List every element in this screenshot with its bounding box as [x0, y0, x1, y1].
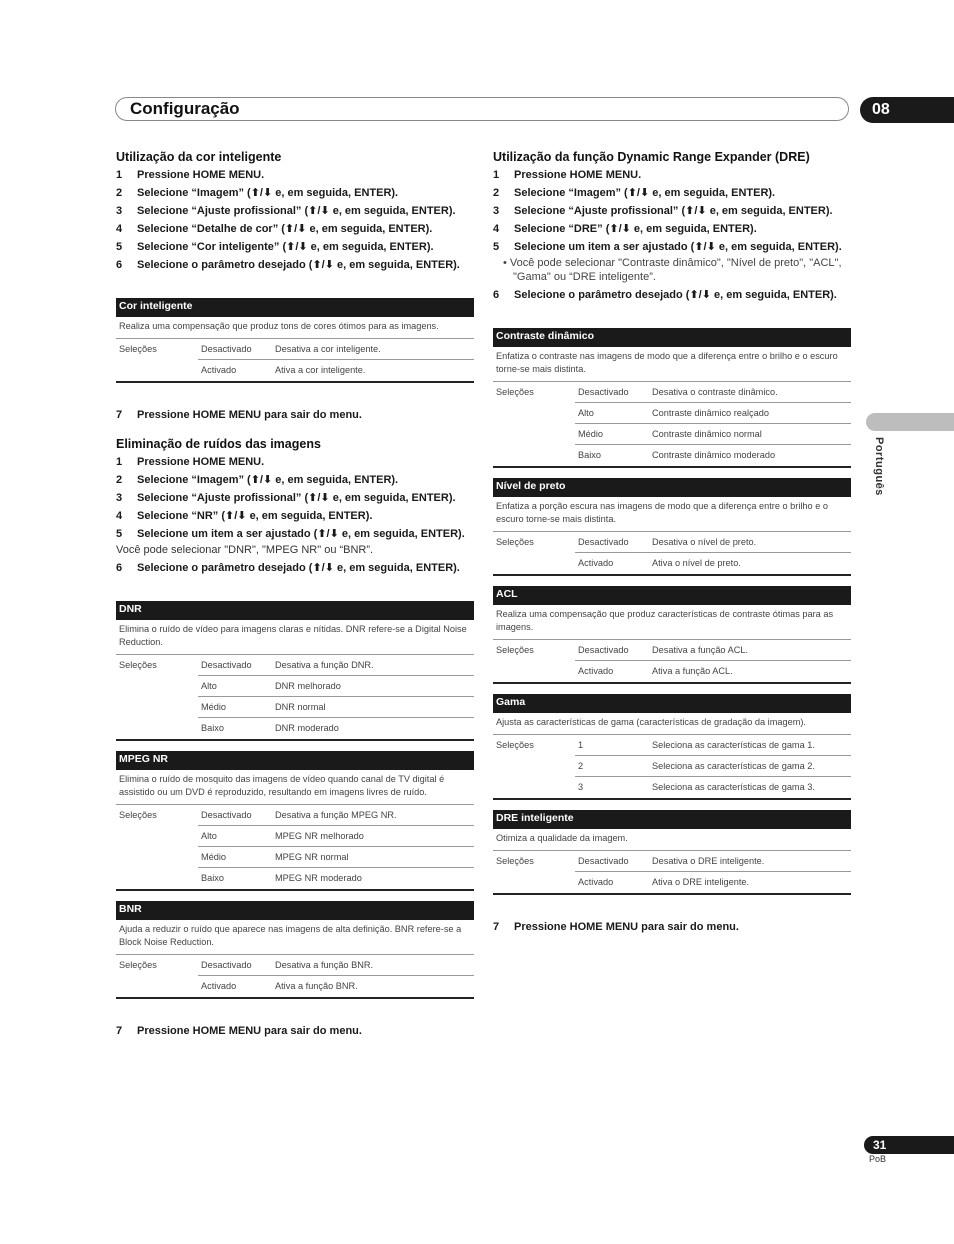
table-option-cell: Baixo	[201, 873, 224, 883]
table-value-cell: DNR moderado	[275, 723, 339, 733]
table-option-cell: Desactivado	[575, 382, 649, 403]
table-description: Elimina o ruído de vídeo para imagens claras e nítidas. DNR refere-se a Digital Noise Reduction.	[116, 620, 474, 655]
step-text: Pressione HOME MENU para sair do menu.	[137, 1025, 362, 1037]
table-description: Otimiza a qualidade da imagem.	[493, 829, 851, 851]
table-option-cell: Médio	[198, 697, 272, 718]
section-title-dre: Utilização da função Dynamic Range Expander (DRE)	[493, 150, 810, 164]
table-label-cell	[493, 777, 575, 798]
table-acl	[493, 586, 851, 684]
table-value-cell: DNR melhorado	[272, 676, 474, 697]
step-number: 6	[493, 289, 500, 301]
table-option-cell: Activado	[578, 877, 614, 887]
step-number: 5	[116, 528, 123, 540]
table-option-cell: Alto	[198, 826, 272, 847]
step-item	[493, 240, 851, 254]
step-item	[116, 258, 474, 272]
table-option-cell: Activado	[201, 981, 237, 991]
table-rows	[493, 532, 851, 574]
table-header: Gama	[493, 694, 851, 713]
table-description: Enfatiza a porção escura nas imagens de modo que a diferença entre o brilho e o escuro torne-se mais distinta.	[493, 497, 851, 532]
table-option-cell: Desactivado	[198, 339, 272, 360]
page-code: PoB	[869, 1154, 887, 1164]
step-text: Selecione “Imagem” (⬆/⬇ e, em seguida, ENTER).	[137, 474, 399, 486]
step-number: 3	[116, 492, 123, 504]
table-value-cell: Ativa a cor inteligente.	[275, 365, 366, 375]
table-rows	[116, 805, 474, 889]
step-number: 4	[116, 510, 123, 522]
step-text: Selecione “Detalhe de cor” (⬆/⬇ e, em seguida, ENTER).	[137, 223, 433, 235]
step-number: 1	[116, 456, 123, 468]
step-number: 1	[116, 169, 123, 181]
table-option-cell: Baixo	[578, 450, 601, 460]
table-label-cell: Seleções	[119, 960, 157, 970]
step-text: Selecione “NR” (⬆/⬇ e, em seguida, ENTER).	[137, 510, 373, 522]
table-label-cell	[116, 868, 198, 889]
table-cor-inteligente	[116, 298, 474, 383]
table-header: DNR	[116, 601, 474, 620]
step-text: Selecione “Cor inteligente” (⬆/⬇ e, em seguida, ENTER).	[137, 241, 434, 253]
table-option-cell: 2	[575, 756, 649, 777]
bullet-dre: • Você pode selecionar "Contraste dinâmico", "Nível de preto", "ACL", "Gama" ou “DRE inteligente”.	[503, 257, 842, 283]
table-label-cell: Seleções	[496, 856, 534, 866]
table-mpeg-nr	[116, 751, 474, 891]
step-text: Selecione um item a ser ajustado (⬆/⬇ e, em seguida, ENTER).	[137, 528, 465, 540]
step-item	[116, 473, 474, 487]
table-option-cell: Desactivado	[575, 640, 649, 661]
step-text: Pressione HOME MENU.	[514, 169, 642, 181]
step-6-ruidos	[116, 561, 474, 575]
table-value-cell: Desativa o contraste dinâmico.	[649, 382, 851, 403]
step-item	[493, 920, 851, 934]
table-nivel-de-preto	[493, 478, 851, 576]
table-label-cell	[116, 976, 198, 997]
steps-cor-inteligente	[116, 168, 474, 272]
step-item	[116, 527, 474, 541]
table-rows	[116, 655, 474, 739]
table-header: Nível de preto	[493, 478, 851, 497]
table-rows	[493, 382, 851, 466]
table-option-cell: Médio	[575, 424, 649, 445]
table-header: DRE inteligente	[493, 810, 851, 829]
step-item	[116, 491, 474, 505]
step-number: 2	[116, 474, 123, 486]
table-option-cell: Desactivado	[198, 955, 272, 976]
table-option-cell: Desactivado	[575, 851, 649, 872]
table-header: BNR	[116, 901, 474, 920]
table-label-cell	[493, 445, 575, 466]
table-option-cell: Alto	[198, 676, 272, 697]
table-label-cell: Seleções	[119, 344, 157, 354]
step-7-ruidos	[116, 1024, 474, 1038]
right-column	[493, 149, 851, 938]
step-text: Selecione “Imagem” (⬆/⬇ e, em seguida, ENTER).	[137, 187, 399, 199]
table-label-cell: Seleções	[496, 387, 534, 397]
step-number: 5	[493, 241, 500, 253]
step-item	[493, 168, 851, 182]
table-description: Elimina o ruído de mosquito das imagens de vídeo quando canal de TV digital é assistido ou um DVD é reproduzido, resultando em imagens livres de ruído.	[116, 770, 474, 805]
table-value-cell: DNR normal	[272, 697, 474, 718]
step-7-cor	[116, 408, 474, 422]
step-number: 6	[116, 259, 123, 271]
note-ruidos: Você pode selecionar "DNR", "MPEG NR" ou “BNR”.	[116, 544, 374, 556]
step-item	[116, 240, 474, 254]
table-contraste-dinamico	[493, 328, 851, 468]
step-text: Selecione “DRE” (⬆/⬇ e, em seguida, ENTER).	[514, 223, 757, 235]
table-option-cell: Desactivado	[198, 805, 272, 826]
step-number: 3	[493, 205, 500, 217]
table-label-cell	[493, 403, 575, 424]
table-label-cell	[493, 872, 575, 893]
step-number: 2	[493, 187, 500, 199]
step-text: Selecione o parâmetro desejado (⬆/⬇ e, em seguida, ENTER).	[514, 289, 837, 301]
table-value-cell: Contraste dinâmico normal	[649, 424, 851, 445]
step-text: Selecione um item a ser ajustado (⬆/⬇ e, em seguida, ENTER).	[514, 241, 842, 253]
table-label-cell: Seleções	[496, 537, 534, 547]
table-value-cell: Desativa o nível de preto.	[649, 532, 851, 553]
step-item	[116, 509, 474, 523]
table-label-cell	[493, 424, 575, 445]
table-value-cell: MPEG NR melhorado	[272, 826, 474, 847]
table-option-cell: Baixo	[201, 723, 224, 733]
step-item	[116, 561, 474, 575]
step-number: 7	[493, 921, 500, 933]
table-option-cell: Médio	[198, 847, 272, 868]
chapter-number: 08	[860, 97, 954, 123]
step-text: Selecione “Imagem” (⬆/⬇ e, em seguida, ENTER).	[514, 187, 776, 199]
step-item	[116, 222, 474, 236]
table-value-cell: Seleciona as características de gama 1.	[649, 735, 851, 756]
table-rows	[493, 640, 851, 682]
language-tab	[866, 413, 954, 431]
table-option-cell: Alto	[575, 403, 649, 424]
table-label-cell: Seleções	[119, 660, 157, 670]
table-option-cell: 1	[575, 735, 649, 756]
table-rows	[493, 735, 851, 798]
table-header: Contraste dinâmico	[493, 328, 851, 347]
page-title: Configuração	[130, 99, 240, 118]
step-item	[116, 1024, 474, 1038]
step-item	[116, 168, 474, 182]
step-number: 2	[116, 187, 123, 199]
table-label-cell: Seleções	[496, 740, 534, 750]
step-6-dre	[493, 288, 851, 302]
table-description: Enfatiza o contraste nas imagens de modo que a diferença entre o brilho e o escuro torne-se mais distinta.	[493, 347, 851, 382]
table-header: MPEG NR	[116, 751, 474, 770]
table-value-cell: Desativa a função BNR.	[272, 955, 474, 976]
table-value-cell: Seleciona as características de gama 3.	[652, 782, 815, 792]
table-label-cell	[116, 718, 198, 739]
table-value-cell: Desativa o DRE inteligente.	[649, 851, 851, 872]
table-value-cell: Ativa o nível de preto.	[652, 558, 741, 568]
step-text: Selecione “Ajuste profissional” (⬆/⬇ e, em seguida, ENTER).	[137, 205, 456, 217]
table-option-cell: Desactivado	[198, 655, 272, 676]
steps-ruidos	[116, 455, 474, 541]
language-label: Português	[873, 437, 885, 496]
table-description: Realiza uma compensação que produz tons de cores ótimos para as imagens.	[116, 317, 474, 339]
table-value-cell: Contraste dinâmico realçado	[649, 403, 851, 424]
step-item	[116, 408, 474, 422]
table-gama	[493, 694, 851, 800]
table-dnr	[116, 601, 474, 741]
table-value-cell: Desativa a função ACL.	[649, 640, 851, 661]
table-dre-inteligente	[493, 810, 851, 895]
table-label-cell	[493, 756, 575, 777]
table-value-cell: Ativa a função ACL.	[652, 666, 733, 676]
step-text: Pressione HOME MENU.	[137, 456, 265, 468]
left-column	[116, 149, 474, 1042]
table-description: Ajuda a reduzir o ruído que aparece nas imagens de alta definição. BNR refere-se a Block Noise Reduction.	[116, 920, 474, 955]
step-item	[493, 222, 851, 236]
step-item	[116, 455, 474, 469]
step-item	[493, 288, 851, 302]
step-number: 5	[116, 241, 123, 253]
table-value-cell: Contraste dinâmico moderado	[652, 450, 776, 460]
table-option-cell: 3	[578, 782, 584, 792]
section-title-ruidos: Eliminação de ruídos das imagens	[116, 437, 321, 451]
table-label-cell	[493, 553, 575, 574]
table-label-cell	[116, 826, 198, 847]
table-value-cell: Ativa o DRE inteligente.	[652, 877, 750, 887]
step-number: 7	[116, 409, 123, 421]
step-text: Selecione o parâmetro desejado (⬆/⬇ e, em seguida, ENTER).	[137, 562, 460, 574]
step-text: Pressione HOME MENU para sair do menu.	[514, 921, 739, 933]
step-text: Selecione “Ajuste profissional” (⬆/⬇ e, em seguida, ENTER).	[137, 492, 456, 504]
table-label-cell: Seleções	[496, 645, 534, 655]
table-label-cell	[116, 847, 198, 868]
table-value-cell: MPEG NR normal	[272, 847, 474, 868]
step-number: 4	[116, 223, 123, 235]
table-value-cell: Desativa a função MPEG NR.	[272, 805, 474, 826]
step-item	[116, 186, 474, 200]
step-7-dre	[493, 920, 851, 934]
table-label-cell	[116, 676, 198, 697]
step-text: Selecione “Ajuste profissional” (⬆/⬇ e, em seguida, ENTER).	[514, 205, 833, 217]
table-value-cell: MPEG NR moderado	[275, 873, 362, 883]
step-text: Pressione HOME MENU para sair do menu.	[137, 409, 362, 421]
table-rows	[116, 339, 474, 381]
step-number: 3	[116, 205, 123, 217]
table-rows	[116, 955, 474, 997]
step-number: 1	[493, 169, 500, 181]
step-text: Selecione o parâmetro desejado (⬆/⬇ e, em seguida, ENTER).	[137, 259, 460, 271]
step-number: 4	[493, 223, 500, 235]
steps-dre	[493, 168, 851, 254]
table-label-cell	[116, 697, 198, 718]
table-rows	[493, 851, 851, 893]
step-text: Pressione HOME MENU.	[137, 169, 265, 181]
table-label-cell	[116, 360, 198, 381]
section-title-cor-inteligente: Utilização da cor inteligente	[116, 150, 282, 164]
page-number: 31	[864, 1136, 954, 1154]
header-bar	[115, 97, 849, 121]
table-description: Realiza uma compensação que produz características de contraste ótimas para as imagens.	[493, 605, 851, 640]
table-label-cell	[493, 661, 575, 682]
table-value-cell: Ativa a função BNR.	[275, 981, 358, 991]
table-header: ACL	[493, 586, 851, 605]
step-item	[493, 204, 851, 218]
table-option-cell: Desactivado	[575, 532, 649, 553]
step-item	[116, 204, 474, 218]
table-option-cell: Activado	[578, 666, 614, 676]
table-bnr	[116, 901, 474, 999]
step-number: 7	[116, 1025, 123, 1037]
table-option-cell: Activado	[578, 558, 614, 568]
table-option-cell: Activado	[201, 365, 237, 375]
table-value-cell: Desativa a cor inteligente.	[272, 339, 474, 360]
table-label-cell: Seleções	[119, 810, 157, 820]
table-description: Ajusta as características de gama (características de gradação da imagem).	[493, 713, 851, 735]
step-number: 6	[116, 562, 123, 574]
step-item	[493, 186, 851, 200]
table-value-cell: Desativa a função DNR.	[272, 655, 474, 676]
table-value-cell: Seleciona as características de gama 2.	[649, 756, 851, 777]
table-header: Cor inteligente	[116, 298, 474, 317]
